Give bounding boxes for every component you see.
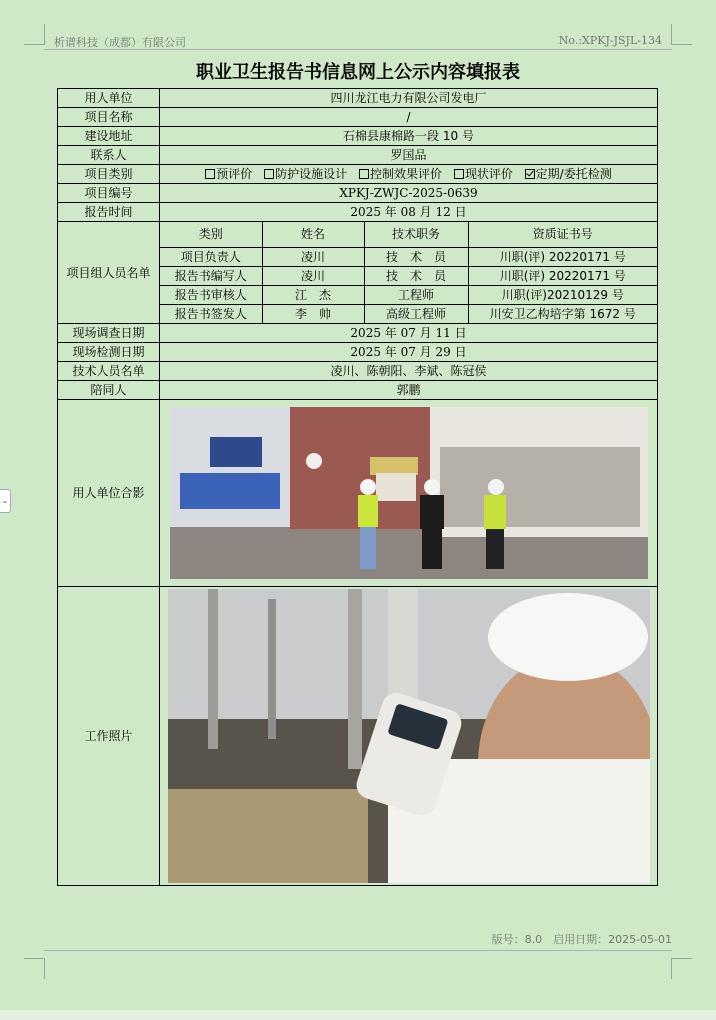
- team-title: 技 术 员: [364, 248, 468, 267]
- label-test-date: 现场检测日期: [58, 343, 160, 362]
- info-table: [57, 88, 658, 886]
- crop-mark: [24, 958, 45, 979]
- team-cert: 川职(评) 20220171 号: [468, 267, 657, 286]
- team-title: 技 术 员: [364, 267, 468, 286]
- team-header: 类别: [160, 222, 262, 248]
- row-contact: [58, 146, 658, 165]
- work-photo: [168, 589, 650, 883]
- label-technicians: 技术人员名单: [58, 362, 160, 381]
- label-project-name: 项目名称: [58, 108, 160, 127]
- category-option[interactable]: 防护设施设计: [264, 167, 347, 181]
- label-project-no: 项目编号: [58, 184, 160, 203]
- team-row: [160, 305, 657, 324]
- row-category: [58, 165, 658, 184]
- row-group-photo: [58, 400, 658, 587]
- crop-mark: [671, 958, 692, 979]
- team-name: 凌川: [262, 248, 364, 267]
- row-project-no: [58, 184, 658, 203]
- value-escort: 郭鹏: [160, 381, 658, 400]
- category-option[interactable]: 预评价: [205, 167, 252, 181]
- team-cell: [160, 222, 658, 324]
- team-name: 凌川: [262, 267, 364, 286]
- row-team: [58, 222, 658, 324]
- team-header: 姓名: [262, 222, 364, 248]
- crop-mark: [24, 24, 45, 45]
- header-company: 析谱科技（成都）有限公司: [54, 36, 186, 49]
- row-employer: [58, 89, 658, 108]
- label-category: 项目类别: [58, 165, 160, 184]
- category-option[interactable]: 现状评价: [454, 167, 513, 181]
- checkbox-icon[interactable]: [359, 169, 369, 179]
- category-option[interactable]: 定期/委托检测: [525, 167, 612, 181]
- chevron-down-icon[interactable]: ⌄: [0, 489, 11, 513]
- header-rule: [44, 49, 672, 50]
- label-escort: 陪同人: [58, 381, 160, 400]
- label-team: 项目组人员名单: [58, 222, 160, 324]
- team-role: 报告书签发人: [160, 305, 262, 324]
- page-bottom-strip: [0, 1010, 716, 1020]
- value-survey-date: 2025 年 07 月 11 日: [160, 324, 658, 343]
- value-technicians: 凌川、陈朝阳、李斌、陈冠侯: [160, 362, 658, 381]
- footer-rule: [44, 950, 672, 951]
- label-employer: 用人单位: [58, 89, 160, 108]
- team-cert: 川职(评) 20220171 号: [468, 248, 657, 267]
- row-project-name: [58, 108, 658, 127]
- value-contact: 罗国品: [160, 146, 658, 165]
- team-row: [160, 286, 657, 305]
- team-row: [160, 267, 657, 286]
- team-table: [160, 222, 657, 323]
- team-role: 报告书审核人: [160, 286, 262, 305]
- team-header: 技术职务: [364, 222, 468, 248]
- category-options: [160, 165, 658, 184]
- value-address: 石棉县康棉路一段 10 号: [160, 127, 658, 146]
- row-escort: [58, 381, 658, 400]
- value-report-date: 2025 年 08 月 12 日: [160, 203, 658, 222]
- team-name: 江 杰: [262, 286, 364, 305]
- row-report-date: [58, 203, 658, 222]
- label-group-photo: 用人单位合影: [58, 400, 160, 587]
- team-title: 工程师: [364, 286, 468, 305]
- label-address: 建设地址: [58, 127, 160, 146]
- label-contact: 联系人: [58, 146, 160, 165]
- form-title: 职业卫生报告书信息网上公示内容填报表: [196, 62, 520, 83]
- team-header-row: [160, 222, 657, 248]
- value-project-no: XPKJ-ZWJC-2025-0639: [160, 184, 658, 203]
- crop-mark: [671, 24, 692, 45]
- team-role: 项目负责人: [160, 248, 262, 267]
- label-survey-date: 现场调查日期: [58, 324, 160, 343]
- group-photo-cell: [160, 400, 658, 587]
- work-photo-cell: [160, 587, 658, 886]
- group-photo: [170, 407, 648, 579]
- checkbox-icon[interactable]: [264, 169, 274, 179]
- row-survey-date: [58, 324, 658, 343]
- team-row: [160, 248, 657, 267]
- team-role: 报告书编写人: [160, 267, 262, 286]
- value-project-name: /: [160, 108, 658, 127]
- team-cert: 川职(评)20210129 号: [468, 286, 657, 305]
- value-employer: 四川龙江电力有限公司发电厂: [160, 89, 658, 108]
- row-address: [58, 127, 658, 146]
- label-report-date: 报告时间: [58, 203, 160, 222]
- label-work-photo: 工作照片: [58, 587, 160, 886]
- team-header: 资质证书号: [468, 222, 657, 248]
- team-name: 李 帅: [262, 305, 364, 324]
- header-doc-no: No.:XPKJ-JSJL-134: [558, 34, 662, 47]
- team-cert: 川安卫乙构培字第 1672 号: [468, 305, 657, 324]
- checkbox-icon[interactable]: [205, 169, 215, 179]
- footer-version: 版号：8.0 启用日期：2025-05-01: [491, 933, 672, 946]
- team-title: 高级工程师: [364, 305, 468, 324]
- checkbox-icon[interactable]: [454, 169, 464, 179]
- row-technicians: [58, 362, 658, 381]
- category-option[interactable]: 控制效果评价: [359, 167, 442, 181]
- value-test-date: 2025 年 07 月 29 日: [160, 343, 658, 362]
- checkbox-icon[interactable]: [525, 169, 535, 179]
- row-work-photo: [58, 587, 658, 886]
- row-test-date: [58, 343, 658, 362]
